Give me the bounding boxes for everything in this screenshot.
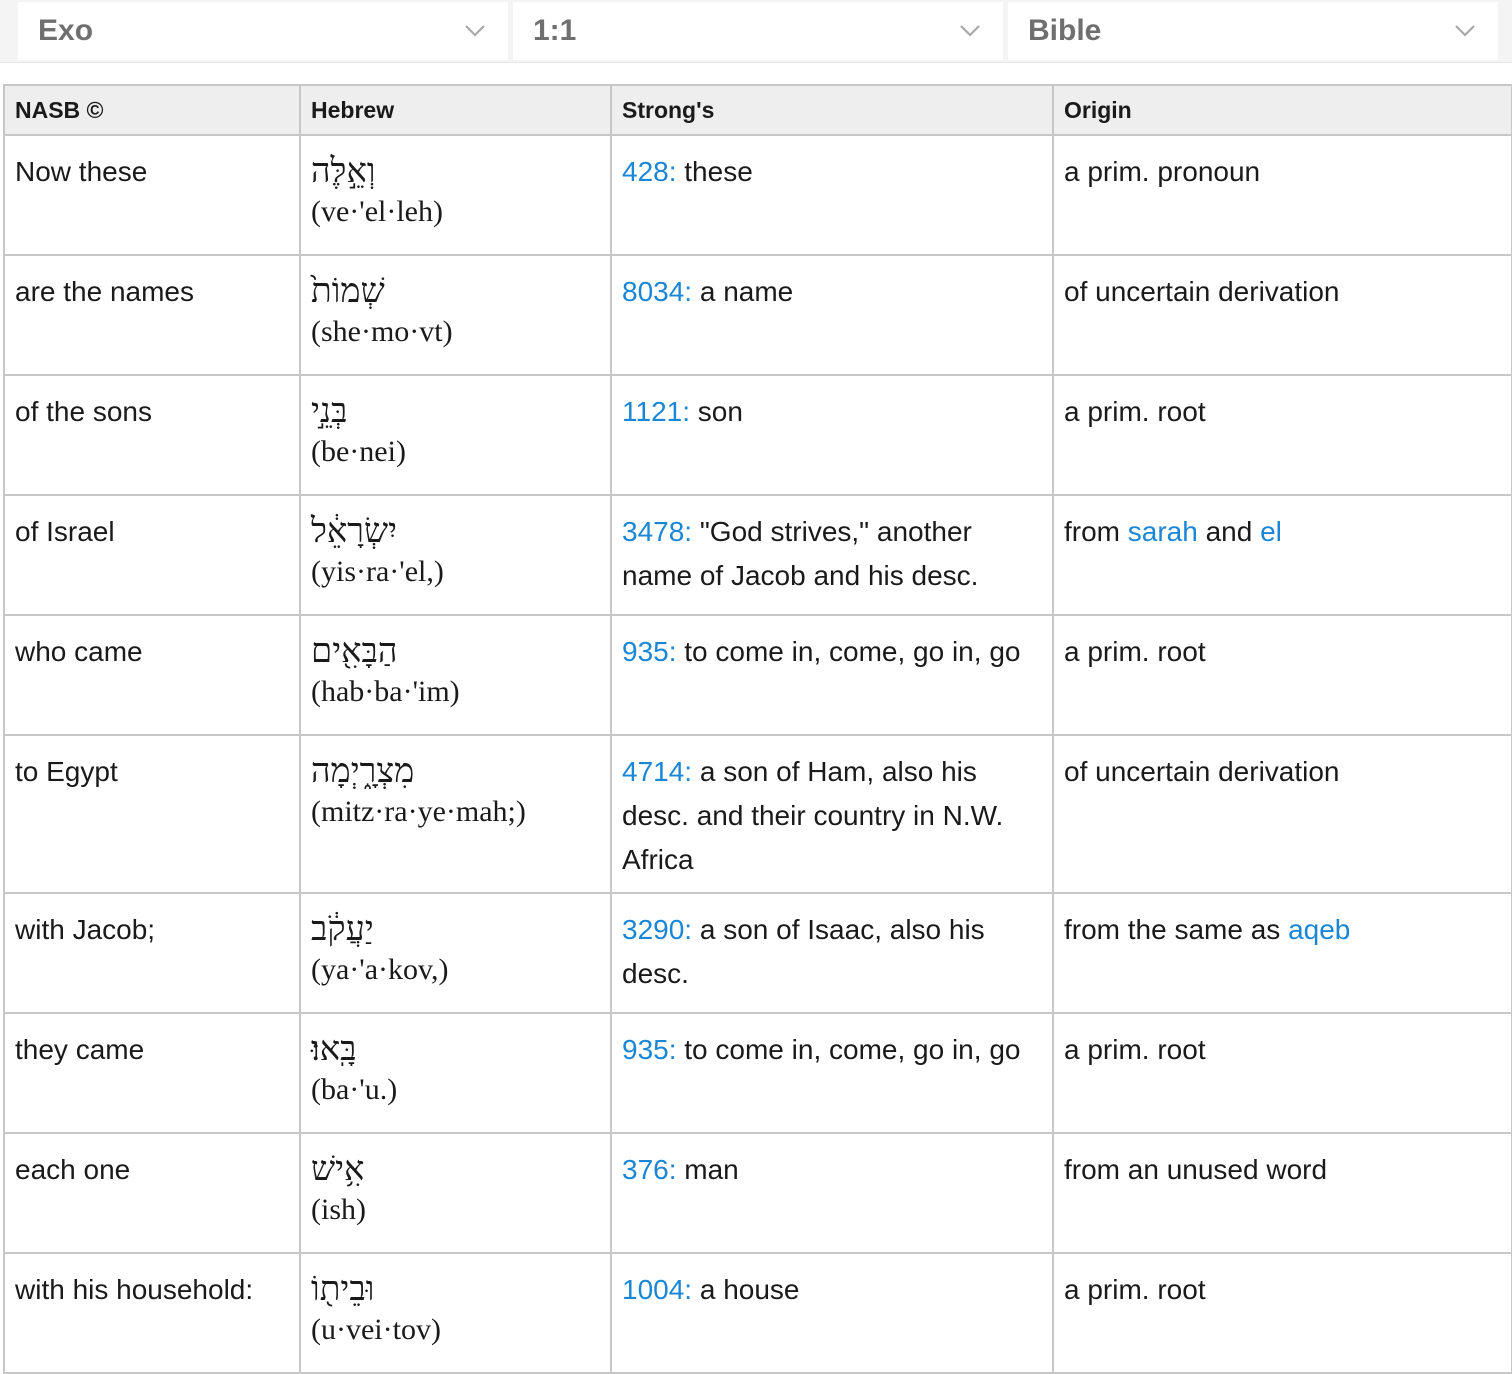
origin-cell	[1053, 615, 1512, 735]
english-cell	[4, 255, 300, 375]
origin-text: a prim. root	[1064, 636, 1206, 667]
english-cell	[4, 1133, 300, 1253]
origin-cell	[1053, 1253, 1512, 1373]
hebrew-word: בָּֽאוּ׃	[311, 1029, 357, 1069]
strongs-cell	[611, 1133, 1053, 1253]
english-cell	[4, 375, 300, 495]
chevron-down-icon	[959, 20, 981, 42]
english-text: with Jacob;	[15, 914, 156, 945]
hebrew-cell	[300, 893, 611, 1013]
strongs-definition: a name	[692, 276, 794, 307]
english-text: with his household:	[15, 1274, 254, 1305]
hebrew-word: מִצְרָ֑יְמָה	[311, 751, 415, 791]
strongs-cell	[611, 375, 1053, 495]
english-text: they came	[15, 1034, 145, 1065]
transliteration: (ish)	[311, 1193, 366, 1226]
english-text: of the sons	[15, 396, 152, 427]
strongs-number-link[interactable]: 935:	[622, 1034, 677, 1065]
english-text: of Israel	[15, 516, 115, 547]
selector-bar	[0, 0, 1512, 63]
table-row	[4, 495, 1512, 615]
strongs-definition: to come in, come, go in, go	[676, 1034, 1021, 1065]
english-cell	[4, 615, 300, 735]
hebrew-cell	[300, 495, 611, 615]
english-text: who came	[15, 636, 143, 667]
strongs-number-link[interactable]: 1004:	[622, 1274, 693, 1305]
table-row	[4, 615, 1512, 735]
hebrew-word: שְׁמוֹת֙	[311, 271, 385, 311]
table-row	[4, 893, 1512, 1013]
verse-select[interactable]	[513, 2, 1003, 60]
origin-text: from the same as	[1064, 914, 1289, 945]
transliteration: (u·vei·tov)	[311, 1313, 441, 1346]
origin-link[interactable]: sarah	[1127, 516, 1198, 547]
table-row	[4, 255, 1512, 375]
hebrew-word: וּבֵית֖וֹ	[311, 1269, 375, 1309]
hebrew-cell	[300, 735, 611, 893]
hebrew-cell	[300, 255, 611, 375]
strongs-definition: man	[676, 1154, 739, 1185]
table-row	[4, 735, 1512, 893]
english-text: Now these	[15, 156, 148, 187]
origin-cell	[1053, 1133, 1512, 1253]
transliteration: (she·mo·vt)	[311, 315, 453, 348]
book-select[interactable]	[18, 2, 508, 60]
english-cell	[4, 735, 300, 893]
strongs-number-link[interactable]: 4714:	[622, 756, 693, 787]
version-select-value: Bible	[1028, 14, 1102, 47]
english-cell	[4, 135, 300, 255]
column-header-nasb: NASB ©	[4, 85, 300, 135]
strongs-cell	[611, 735, 1053, 893]
chevron-down-icon	[1454, 20, 1476, 42]
strongs-cell	[611, 615, 1053, 735]
column-header-hebrew: Hebrew	[300, 85, 611, 135]
strongs-definition: a house	[692, 1274, 800, 1305]
hebrew-word: בְּנֵ֣י	[311, 391, 348, 431]
origin-text: a prim. pronoun	[1064, 156, 1261, 187]
strongs-number-link[interactable]: 935:	[622, 636, 677, 667]
origin-cell	[1053, 735, 1512, 893]
chevron-down-icon	[464, 20, 486, 42]
origin-text: of uncertain derivation	[1064, 756, 1340, 787]
table-header-row	[4, 85, 1512, 135]
english-cell	[4, 893, 300, 1013]
hebrew-cell	[300, 615, 611, 735]
strongs-number-link[interactable]: 3290:	[622, 914, 693, 945]
origin-text: and	[1197, 516, 1261, 547]
strongs-cell	[611, 1253, 1053, 1373]
table-row	[4, 135, 1512, 255]
strongs-cell	[611, 495, 1053, 615]
table-row	[4, 1253, 1512, 1373]
origin-text: a prim. root	[1064, 396, 1206, 427]
hebrew-cell	[300, 1133, 611, 1253]
strongs-cell	[611, 135, 1053, 255]
origin-link[interactable]: aqeb	[1288, 914, 1351, 945]
transliteration: (hab·ba·'im)	[311, 675, 460, 708]
origin-cell	[1053, 1013, 1512, 1133]
origin-text: a prim. root	[1064, 1034, 1206, 1065]
table-row	[4, 1133, 1512, 1253]
strongs-number-link[interactable]: 3478:	[622, 516, 693, 547]
origin-cell	[1053, 135, 1512, 255]
strongs-definition: son	[690, 396, 743, 427]
origin-cell	[1053, 893, 1512, 1013]
hebrew-cell	[300, 375, 611, 495]
transliteration: (yis·ra·'el,)	[311, 555, 444, 588]
verse-select-value: 1:1	[533, 14, 577, 47]
strongs-number-link[interactable]: 8034:	[622, 276, 693, 307]
table-row	[4, 375, 1512, 495]
hebrew-cell	[300, 1253, 611, 1373]
hebrew-word: יַעֲקֹ֔ב	[311, 909, 374, 949]
strongs-definition: these	[676, 156, 753, 187]
hebrew-cell	[300, 1013, 611, 1133]
strongs-cell	[611, 255, 1053, 375]
english-cell	[4, 495, 300, 615]
column-header-origin: Origin	[1053, 85, 1512, 135]
transliteration: (ve·'el·leh)	[311, 195, 443, 228]
table-row	[4, 1013, 1512, 1133]
strongs-cell	[611, 893, 1053, 1013]
hebrew-word: אִ֥ישׁ	[311, 1149, 365, 1189]
origin-cell	[1053, 375, 1512, 495]
strongs-definition: "God strives," another name of Jacob and his desc.	[622, 516, 979, 591]
strongs-number-link[interactable]: 428:	[622, 156, 677, 187]
hebrew-cell	[300, 135, 611, 255]
transliteration: (be·nei)	[311, 435, 406, 468]
strongs-definition: a son of Isaac, also his desc.	[622, 914, 985, 989]
strongs-number-link[interactable]: 1121:	[622, 396, 690, 427]
origin-text: from an unused word	[1064, 1154, 1328, 1185]
book-select-value: Exo	[38, 14, 94, 47]
transliteration: (ya·'a·kov,)	[311, 953, 449, 986]
english-cell	[4, 1253, 300, 1373]
strongs-definition: a son of Ham, also his desc. and their country in N.W. Africa	[622, 756, 1004, 875]
english-text: are the names	[15, 276, 194, 307]
origin-link[interactable]: el	[1260, 516, 1282, 547]
strongs-definition: to come in, come, go in, go	[676, 636, 1021, 667]
english-text: to Egypt	[15, 756, 118, 787]
version-select[interactable]	[1008, 2, 1498, 60]
hebrew-word: הַבָּאִ֖ים	[311, 631, 398, 671]
transliteration: (ba·'u.)	[311, 1073, 398, 1106]
hebrew-word: וְאֵ֣לֶּה	[311, 151, 376, 191]
origin-cell	[1053, 495, 1512, 615]
english-cell	[4, 1013, 300, 1133]
origin-text: from	[1064, 516, 1128, 547]
interlinear-table	[3, 84, 1512, 1374]
hebrew-word: יִשְׂרָאֵ֔ל	[311, 511, 397, 551]
strongs-cell	[611, 1013, 1053, 1133]
transliteration: (mitz·ra·ye·mah;)	[311, 795, 526, 828]
english-text: each one	[15, 1154, 131, 1185]
origin-text: of uncertain derivation	[1064, 276, 1340, 307]
origin-cell	[1053, 255, 1512, 375]
column-header-strongs: Strong's	[611, 85, 1053, 135]
origin-text: a prim. root	[1064, 1274, 1206, 1305]
strongs-number-link[interactable]: 376:	[622, 1154, 677, 1185]
